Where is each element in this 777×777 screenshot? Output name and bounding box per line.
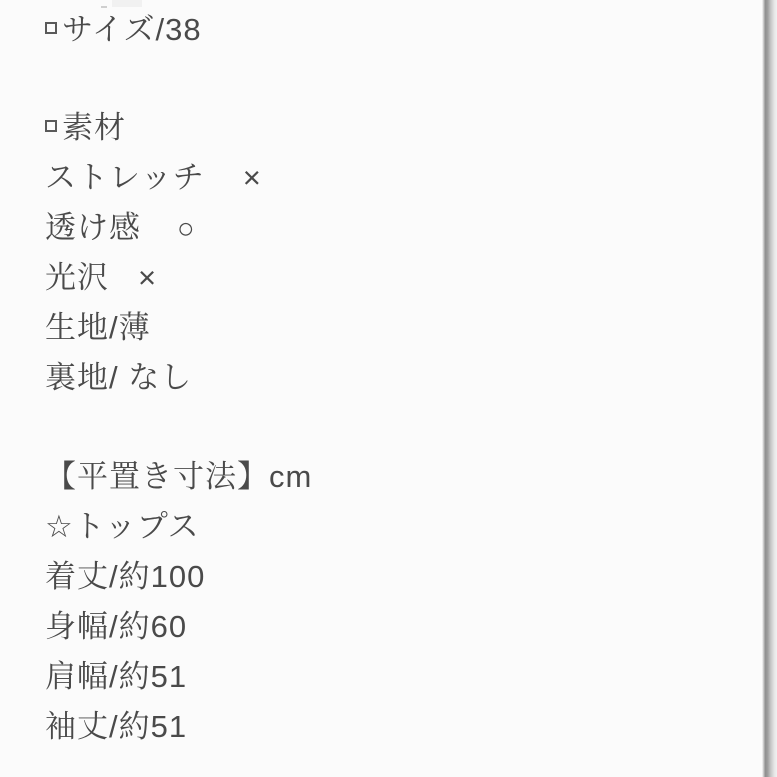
size-text: サイズ/38	[62, 12, 202, 47]
material-row-sheerness	[45, 203, 196, 253]
measurement-row-text: 着丈/約100	[45, 559, 206, 594]
scrollbar[interactable]	[762, 0, 777, 777]
measurement-row-body-width	[45, 602, 187, 652]
material-row-stretch	[45, 153, 262, 203]
material-row-label: ストレッチ	[45, 160, 205, 195]
material-row-label: 生地/薄	[45, 310, 151, 345]
material-row-label: 透け感	[45, 210, 141, 245]
measurements-subheader-text: ☆トップス	[45, 509, 200, 544]
material-row-label: 光沢	[45, 260, 109, 295]
measurements-header	[45, 452, 312, 502]
white-small-square-icon	[45, 120, 57, 132]
material-header	[45, 103, 126, 153]
material-row-fabric	[45, 303, 151, 353]
size-line	[45, 5, 202, 55]
measurements-subheader	[45, 502, 200, 552]
material-row-lining	[45, 353, 192, 403]
white-small-square-icon	[45, 22, 57, 34]
measurements-header-text: 【平置き寸法】cm	[45, 459, 313, 494]
material-row-gloss	[45, 253, 157, 303]
measurement-row-shoulder-width	[45, 652, 187, 702]
material-row-value: ×	[242, 160, 262, 195]
material-row-label: 裏地/ なし	[45, 360, 193, 395]
measurement-row-sleeve-length	[45, 702, 187, 752]
material-row-value: ×	[138, 260, 158, 295]
measurement-row-text: 身幅/約60	[45, 609, 188, 644]
measurement-row-length	[45, 552, 205, 602]
measurement-row-text: 肩幅/約51	[45, 659, 188, 694]
material-header-text: 素材	[62, 110, 126, 145]
material-row-value: ○	[177, 213, 196, 245]
measurement-row-text: 袖丈/約51	[45, 709, 188, 744]
